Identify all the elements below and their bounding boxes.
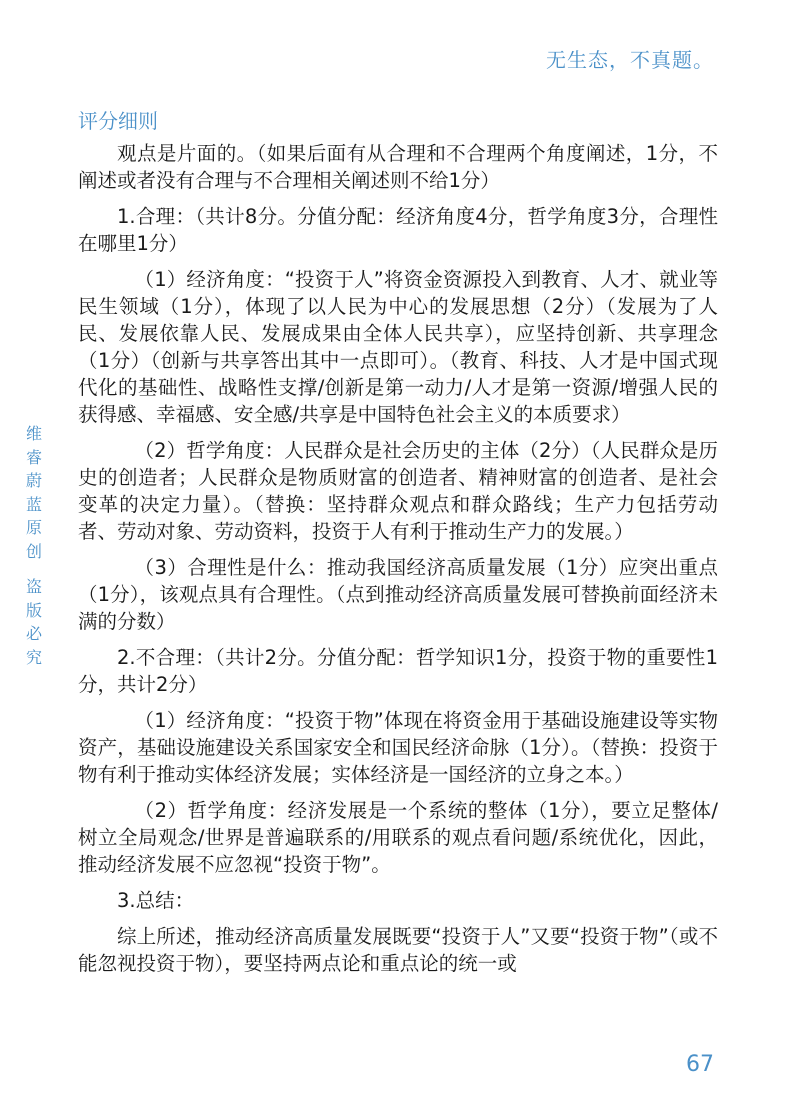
paragraph-summary-heading: 3.总结： <box>117 889 195 912</box>
scoring-details-body <box>78 140 718 986</box>
section-title: 评分细则 <box>78 109 158 133</box>
paragraph-economic-angle: （1）经济角度：“投资于人”将资金资源投入到教育、人才、就业等民生领域（1分），体现了以人民为中心的发展思想（2分）（发展为了人民、发展依靠人民、发展成果由全体人民共享），应坚持创新、共享理念（1分）（创新与共享答出其中一点即可）。（教育、科技、人才是中国式现代化的基础性、战略性支撑/创新是第一动力/人才是第一资源/增强人民的获得感、幸福感、安全感/共享是中国特色社会主义的本质要求） <box>78 268 718 426</box>
paragraph-unreasonable-heading: 2.不合理：（共计2分。分值分配：哲学知识1分，投资于物的重要性1分，共计2分） <box>78 646 718 696</box>
paragraph-reasonableness: （3）合理性是什么：推动我国经济高质量发展（1分）应突出重点（1分），该观点具有合理性。（点到推动经济高质量发展可替换前面经济未满的分数） <box>78 556 718 633</box>
watermark-char: 盗 <box>25 577 42 596</box>
side-watermark <box>24 422 44 669</box>
paragraph-unreasonable-philosophy: （2）哲学角度：经济发展是一个系统的整体（1分），要立足整体/树立全局观念/世界是普遍联系的/用联系的观点看问题/系统优化，因此，推动经济发展不应忽视“投资于物”。 <box>78 799 718 876</box>
watermark-char: 维 <box>25 424 42 443</box>
watermark-char: 原 <box>25 518 42 537</box>
watermark-char: 究 <box>25 647 42 667</box>
watermark-char: 睿 <box>25 447 42 467</box>
page-number: 67 <box>686 1052 714 1077</box>
watermark-gap <box>24 563 44 575</box>
paragraph-philosophy-angle: （2）哲学角度：人民群众是社会历史的主体（2分）（人民群众是历史的创造者；人民群众是物质财富的创造者、精神财富的创造者、是社会变革的决定力量）。（替换：坚持群众观点和群众路线；生产力包括劳动者、劳动对象、劳动资料，投资于人有利于推动生产力的发展。） <box>78 439 718 543</box>
paragraph-unreasonable-economic: （1）经济角度：“投资于物”体现在将资金用于基础设施建设等实物资产，基础设施建设关系国家安全和国民经济命脉（1分）。（替换：投资于物有利于推动实体经济发展；实体经济是一国经济的立身之本。） <box>78 709 718 786</box>
watermark-char: 版 <box>25 600 42 620</box>
header-slogan: 无生态，不真题。 <box>546 48 714 72</box>
paragraph-conclusion: 综上所述，推动经济高质量发展既要“投资于人”又要“投资于物”（或不能忽视投资于物），要坚持两点论和重点论的统一或 <box>78 925 718 975</box>
paragraph-reasonable-heading: 1.合理：（共计8分。分值分配：经济角度4分，哲学角度3分，合理性在哪里1分） <box>78 205 718 255</box>
watermark-char: 创 <box>25 541 42 561</box>
watermark-char: 蓝 <box>25 494 42 514</box>
watermark-char: 蔚 <box>25 471 42 490</box>
watermark-char: 必 <box>25 624 42 643</box>
paragraph-viewpoint: 观点是片面的。（如果后面有从合理和不合理两个角度阐述，1分，不阐述或者没有合理与不合理相关阐述则不给1分） <box>78 142 718 192</box>
